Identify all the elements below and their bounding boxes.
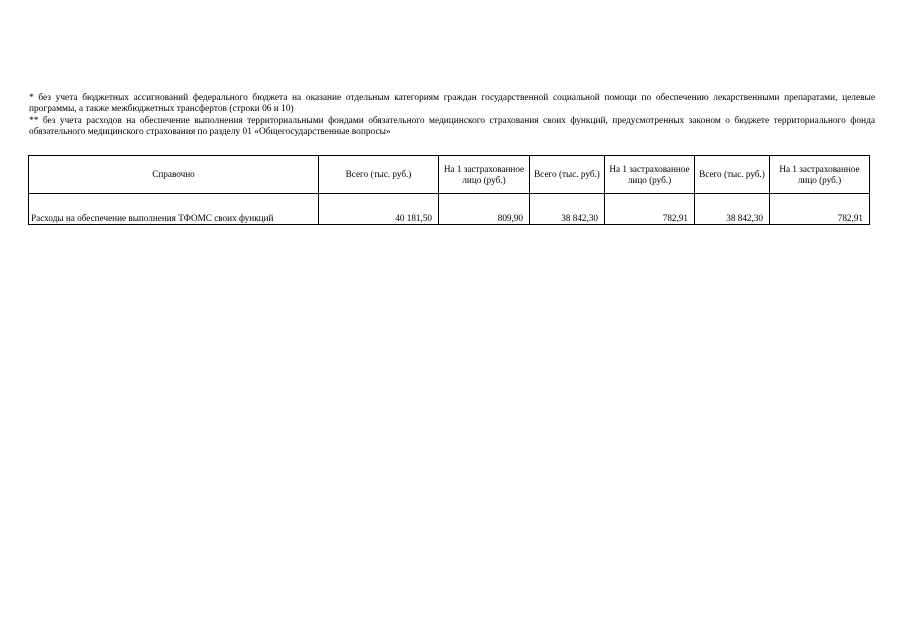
footnote-2: ** без учета расходов на обеспечение выполнения территориальными фондами обязательного медицинского страхования своих функций, предусмотренных законом о бюджете территориального фонда обязательного медицинского страхования по разделу 01 «Общегосударственные вопросы» xyxy=(29,115,875,138)
row-label: Расходы на обеспечение выполнения ТФОМС своих функций xyxy=(29,194,319,225)
cell-per-insured-1: 809,90 xyxy=(439,194,530,225)
table-row xyxy=(29,194,870,225)
footnotes xyxy=(29,93,875,139)
header-total-2: Всего (тыс. руб.) xyxy=(530,156,605,194)
reference-table xyxy=(28,155,870,225)
footnote-1: * без учета бюджетных ассигнований федерального бюджета на оказание отдельным категориям граждан государственной социальной помощи по обеспечению лекарственными препаратами, целевые программы, а также межбюджетных трансфертов (строки 06 и 10) xyxy=(29,93,875,115)
cell-per-insured-3: 782,91 xyxy=(770,194,870,225)
header-reference: Справочно xyxy=(29,156,319,194)
header-per-insured-1: На 1 застрахованное лицо (руб.) xyxy=(439,156,530,194)
cell-total-2: 38 842,30 xyxy=(530,194,605,225)
cell-total-1: 40 181,50 xyxy=(319,194,439,225)
header-total-1: Всего (тыс. руб.) xyxy=(319,156,439,194)
header-per-insured-2: На 1 застрахованное лицо (руб.) xyxy=(605,156,695,194)
table-header-row xyxy=(29,156,870,194)
cell-per-insured-2: 782,91 xyxy=(605,194,695,225)
header-per-insured-3: На 1 застрахованное лицо (руб.) xyxy=(770,156,870,194)
cell-total-3: 38 842,30 xyxy=(695,194,770,225)
header-total-3: Всего (тыс. руб.) xyxy=(695,156,770,194)
